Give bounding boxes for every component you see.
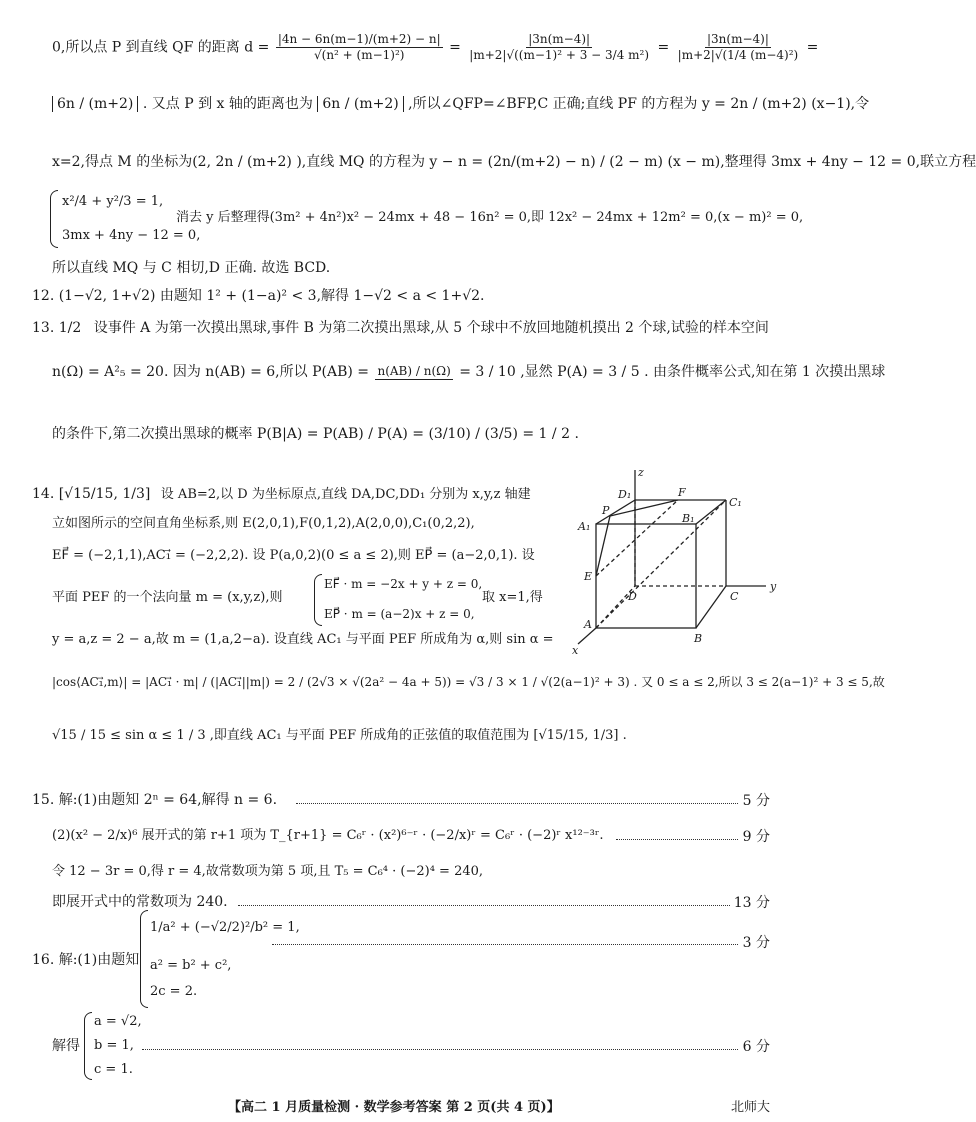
label-D: D — [628, 590, 637, 603]
q16-pre2: 解得 — [52, 1038, 80, 1054]
p1-frac3: $\frac{|3n(m-4)|}{\text{|m+2|√(1/4 (m−4)²)}}$ — [677, 32, 799, 62]
q13-answer: 1/2 — [58, 320, 82, 336]
q14-line6: |cos⟨AC₁⃗,m⟩| = |AC₁⃗ · m| / (|AC₁⃗||m|) = 2 / (2√3 × √(2a² − 4a + 5)) = √3 / 3 × 1 / √(2(a−1)² + 3) . 又 0 ≤ a ≤ 2,所以 3 ≤ 2(a−1)² + 3 ≤ 5,故 — [52, 675, 885, 689]
p2-frac: 2n / (m+2) — [730, 96, 807, 112]
label-D1: D₁ — [618, 488, 632, 501]
q14-line1: 14. [√15/15, 1/3] 设 AB=2,以 D 为坐标原点,直线 DA,DC,DD₁ 分别为 x,y,z 轴建 — [32, 486, 531, 502]
p1-text: 0,所以点 P 到直线 QF 的距离 d = — [52, 39, 270, 56]
q16-score2: 6 分 — [742, 1039, 770, 1055]
line-AC1 — [596, 500, 726, 628]
p4-sys1: x²/4 + y²/3 = 1, — [62, 194, 164, 209]
q15-line4: 即展开式中的常数项为 240. — [52, 894, 228, 910]
q15-dots1 — [296, 803, 738, 804]
q14-line7: √15 / 15 ≤ sin α ≤ 1 / 3 ,即直线 AC₁ 与平面 PEF 所成角的正弦值的取值范围为 [√15/15, 1/3] . — [52, 728, 627, 743]
label-B: B — [694, 632, 703, 645]
q13-frac-3-10: 3 / 10 — [475, 364, 516, 380]
q16-r1: a = √2, — [94, 1014, 142, 1029]
q14-line5: y = a,z = 2 − a,故 m = (1,a,2−a). 设直线 AC₁ 与平面 PEF 所成角为 α,则 sin α = — [52, 632, 554, 647]
q13-line2: n(Ω) = A²₅ = 20. 因为 n(AB) = 6,所以 P(AB) = n(AB) / n(Ω) = 3 / 10 ,显然 P(A) = 3 / 5 . 由条件概率公式,知在第 1 次摸出黑球 — [52, 364, 886, 380]
label-x: x — [572, 644, 579, 657]
q15-dots4 — [238, 905, 730, 906]
p2-abs2: 6n / (m+2) — [317, 96, 403, 112]
q12: 12. (1−√2, 1+√2) 由题知 1² + (1−a)² < 3,解得 1−√2 < a < 1+√2. — [32, 288, 485, 304]
label-A1: A₁ — [578, 520, 591, 533]
q14-line4: 平面 PEF 的一个法向量 m = (x,y,z),则 — [52, 590, 283, 605]
q14-sys2: EP⃗ · m = (a−2)x + z = 0, — [324, 607, 475, 621]
q15-score2: 9 分 — [742, 829, 770, 845]
q15-dots2 — [616, 839, 738, 840]
q16-score1: 3 分 — [742, 935, 770, 951]
q15-line2: (2)(x² − 2/x)⁶ 展开式的第 r+1 项为 T_{r+1} = C₆ʳ · (x²)⁶⁻ʳ · (−2/x)ʳ = C₆ʳ · (−2)ʳ x¹²⁻³ʳ. — [52, 828, 604, 843]
line-EP — [596, 516, 610, 576]
q14-sys1: EF⃗ · m = −2x + y + z = 0, — [324, 577, 483, 591]
p1-frac1: $\frac{|4n - 6n(m-1)/(m+2) - n|}{\text{√(n² + (m−1)²)}}$ — [277, 32, 441, 62]
q14-line4b: 取 x=1,得 — [482, 590, 543, 605]
p4-text: 消去 y 后整理得(3m² + 4n²)x² − 24mx + 48 − 16n² = 0,即 12x² − 24mx + 12m² = 0,(x − m)² = 0, — [176, 210, 804, 225]
q15-score1: 5 分 — [742, 793, 770, 809]
label-B1: B₁ — [682, 512, 695, 525]
p5-text: 所以直线 MQ 与 C 相切,D 正确. 故选 BCD. — [52, 260, 331, 276]
edge-BC — [696, 586, 726, 628]
p3-line: x=2,得点 M 的坐标为(2, 2n / (m+2) ),直线 MQ 的方程为 y − n = (2n/(m+2) − n) / (2 − m) (x − m),整理得 3mx + 4ny − 12 = 0,联立方程 — [52, 154, 976, 170]
p2-abs: 6n / (m+2) — [52, 96, 138, 112]
p1-frac2: $\frac{|3n(m-4)|}{\text{|m+2|√((m−1)² + 3 − 3/4 m²)}}$ — [469, 32, 650, 62]
q16-r2: b = 1, — [94, 1038, 134, 1053]
q16-sys1: 1/a² + (−√2/2)²/b² = 1, — [150, 920, 300, 935]
p2-line: 6n / (m+2) . 又点 P 到 x 轴的距离也为 6n / (m+2) ,所以∠QFP=∠BFP,C 正确;直线 PF 的方程为 y = 2n / (m+2) (x−1),令 — [52, 94, 770, 114]
label-z: z — [638, 466, 644, 479]
q16-pre: 16. 解:(1)由题知 — [32, 952, 140, 968]
q16-sys3: 2c = 2. — [150, 984, 198, 999]
cube-figure — [566, 466, 786, 656]
line-PF — [610, 500, 678, 516]
p4-sys2: 3mx + 4ny − 12 = 0, — [62, 228, 201, 243]
p4-brace — [50, 190, 58, 248]
q16-brace — [140, 910, 148, 1008]
q16-brace2 — [84, 1012, 92, 1080]
footer-publisher: 北师大 — [730, 1100, 770, 1115]
q14-brace — [314, 574, 322, 626]
q14-answer: [√15/15, 1/3] — [58, 486, 151, 502]
q16-sys2: a² = b² + c², — [150, 958, 232, 973]
q14-line3: EF⃗ = (−2,1,1),AC₁⃗ = (−2,2,2). 设 P(a,0,2)(0 ≤ a ≤ 2),则 EP⃗ = (a−2,0,1). 设 — [52, 548, 535, 563]
q14-line2: 立如图所示的空间直角坐标系,则 E(2,0,1),F(0,1,2),A(2,0,0),C₁(0,2,2), — [52, 516, 475, 531]
p1-line: 0,所以点 P 到直线 QF 的距离 d = $\frac{|4n - 6n(m-1)/(m+2) - n|}{\text{√(n² + (m−1)²)}}$ = $\frac{|3n(m-4)|}{\text{|m+2|√((m−1)² + 3 − 3/4 m²)}}$ = $\frac{|3n(m-4)|}{\text{|m+2|√(1/4 (m−4)²)}}$ = — [52, 32, 819, 62]
label-E: E — [584, 570, 593, 583]
q15-line1: 15. 解:(1)由题知 2ⁿ = 64,解得 n = 6. — [32, 792, 278, 808]
q13-line1: 13. 1/2 设事件 A 为第一次摸出黑球,事件 B 为第二次摸出黑球,从 5 个球中不放回地随机摸出 2 个球,试验的样本空间 — [32, 320, 769, 336]
label-P: P — [602, 504, 610, 517]
p3-frac2: (2n/(m+2) − n) / (2 − m) — [487, 154, 664, 170]
q13-line3: 的条件下,第二次摸出黑球的概率 P(B|A) = P(AB) / P(A) = (3/10) / (3/5) = 1 / 2 . — [52, 426, 579, 442]
label-C1: C₁ — [729, 496, 742, 509]
q15-line3: 令 12 − 3r = 0,得 r = 4,故常数项为第 5 项,且 T₅ = C₆⁴ · (−2)⁴ = 240, — [52, 864, 484, 879]
page-footer: 【高二 1 月质量检测 · 数学参考答案 第 2 页(共 4 页)】 — [228, 1100, 560, 1115]
q15-score4: 13 分 — [733, 895, 770, 911]
label-F: F — [678, 486, 686, 499]
label-y: y — [770, 580, 777, 593]
label-C: C — [730, 590, 739, 603]
label-A: A — [584, 618, 592, 631]
p3-frac: 2n / (m+2) — [215, 154, 292, 170]
q16-r3: c = 1. — [94, 1062, 133, 1077]
q16-dots2 — [142, 1049, 738, 1050]
q16-dots1 — [272, 944, 738, 945]
